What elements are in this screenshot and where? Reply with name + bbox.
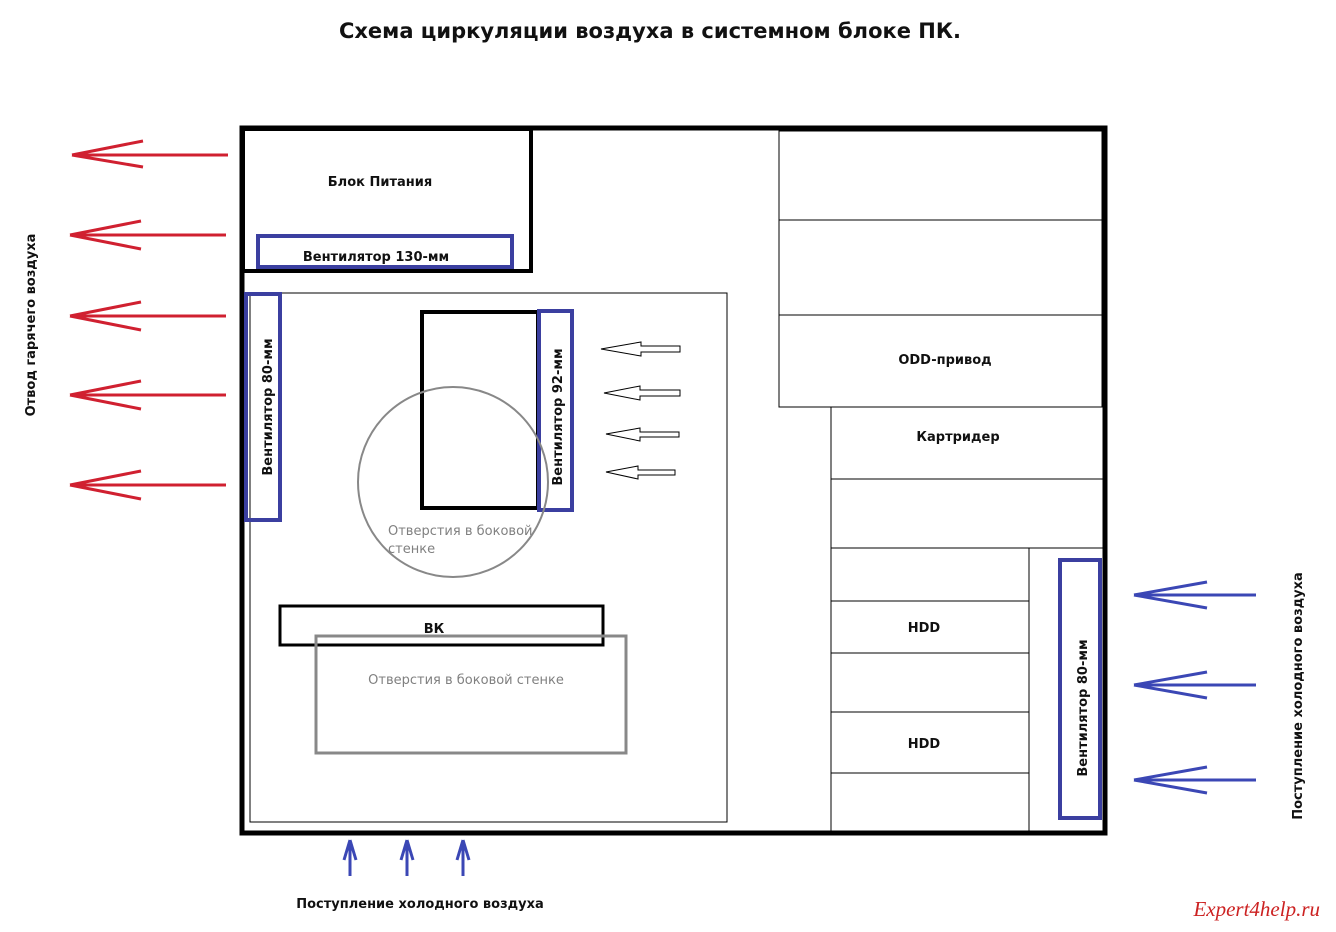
hot-air-arrow: [70, 471, 226, 499]
hdd-label-1: HDD: [907, 621, 941, 636]
fan-130-label: Вентилятор 130-мм: [302, 250, 450, 265]
hot-air-out-label: Отвод гарячего воздуха: [24, 233, 39, 417]
cold-air-arrow: [457, 840, 469, 876]
hot-air-arrow: [70, 221, 226, 249]
card-reader-label: Картридер: [916, 430, 1000, 445]
side-holes-round-label-line2: стенке: [388, 542, 436, 557]
psu-label: Блок Питания: [327, 175, 433, 190]
motherboard-area: [250, 293, 727, 822]
cold-air-in-front-label: Поступление холодного воздуха: [1291, 572, 1306, 820]
hot-air-arrow: [72, 141, 228, 167]
case-frame: [242, 128, 1105, 833]
diagram-title: Схема циркуляции воздуха в системном блоке ПК.: [338, 19, 962, 43]
hdd-label-2: HDD: [907, 737, 941, 752]
internal-flow-arrows: [601, 342, 680, 479]
flow-arrow: [606, 466, 675, 479]
cold-air-front-arrows: [1134, 582, 1256, 793]
fan-80-front-label: Вентилятор 80-мм: [1076, 639, 1091, 777]
odd-label: ODD-привод: [898, 353, 992, 368]
cold-air-arrow: [1134, 582, 1256, 608]
hot-air-arrow: [70, 381, 226, 409]
hot-air-arrow: [70, 302, 226, 330]
side-holes-round-label-line1: Отверстия в боковой: [388, 524, 533, 539]
fan-80-rear-label: Вентилятор 80-мм: [261, 338, 276, 476]
cold-air-bottom-arrows: [344, 840, 469, 876]
cold-air-arrow: [1134, 672, 1256, 698]
cold-air-in-bottom-label: Поступление холодного воздуха: [296, 897, 544, 912]
side-holes-round: [358, 387, 548, 577]
side-holes-rect-label: Отверстия в боковой стенке: [368, 673, 564, 688]
flow-arrow: [604, 386, 680, 400]
card-reader-bays: [831, 407, 1103, 548]
cpu-cooler-box: [422, 312, 538, 508]
flow-arrow: [606, 428, 679, 441]
watermark: Expert4help.ru: [1193, 897, 1320, 921]
flow-arrow: [601, 342, 680, 356]
side-holes-rect: [316, 636, 626, 753]
gpu-label: ВК: [423, 622, 445, 637]
hot-air-arrows: [70, 141, 228, 499]
cold-air-arrow: [1134, 767, 1256, 793]
hdd-cage: [831, 548, 1029, 831]
cold-air-arrow: [344, 840, 356, 876]
cold-air-arrow: [401, 840, 413, 876]
fan-92-label: Вентилятор 92-мм: [551, 348, 566, 486]
